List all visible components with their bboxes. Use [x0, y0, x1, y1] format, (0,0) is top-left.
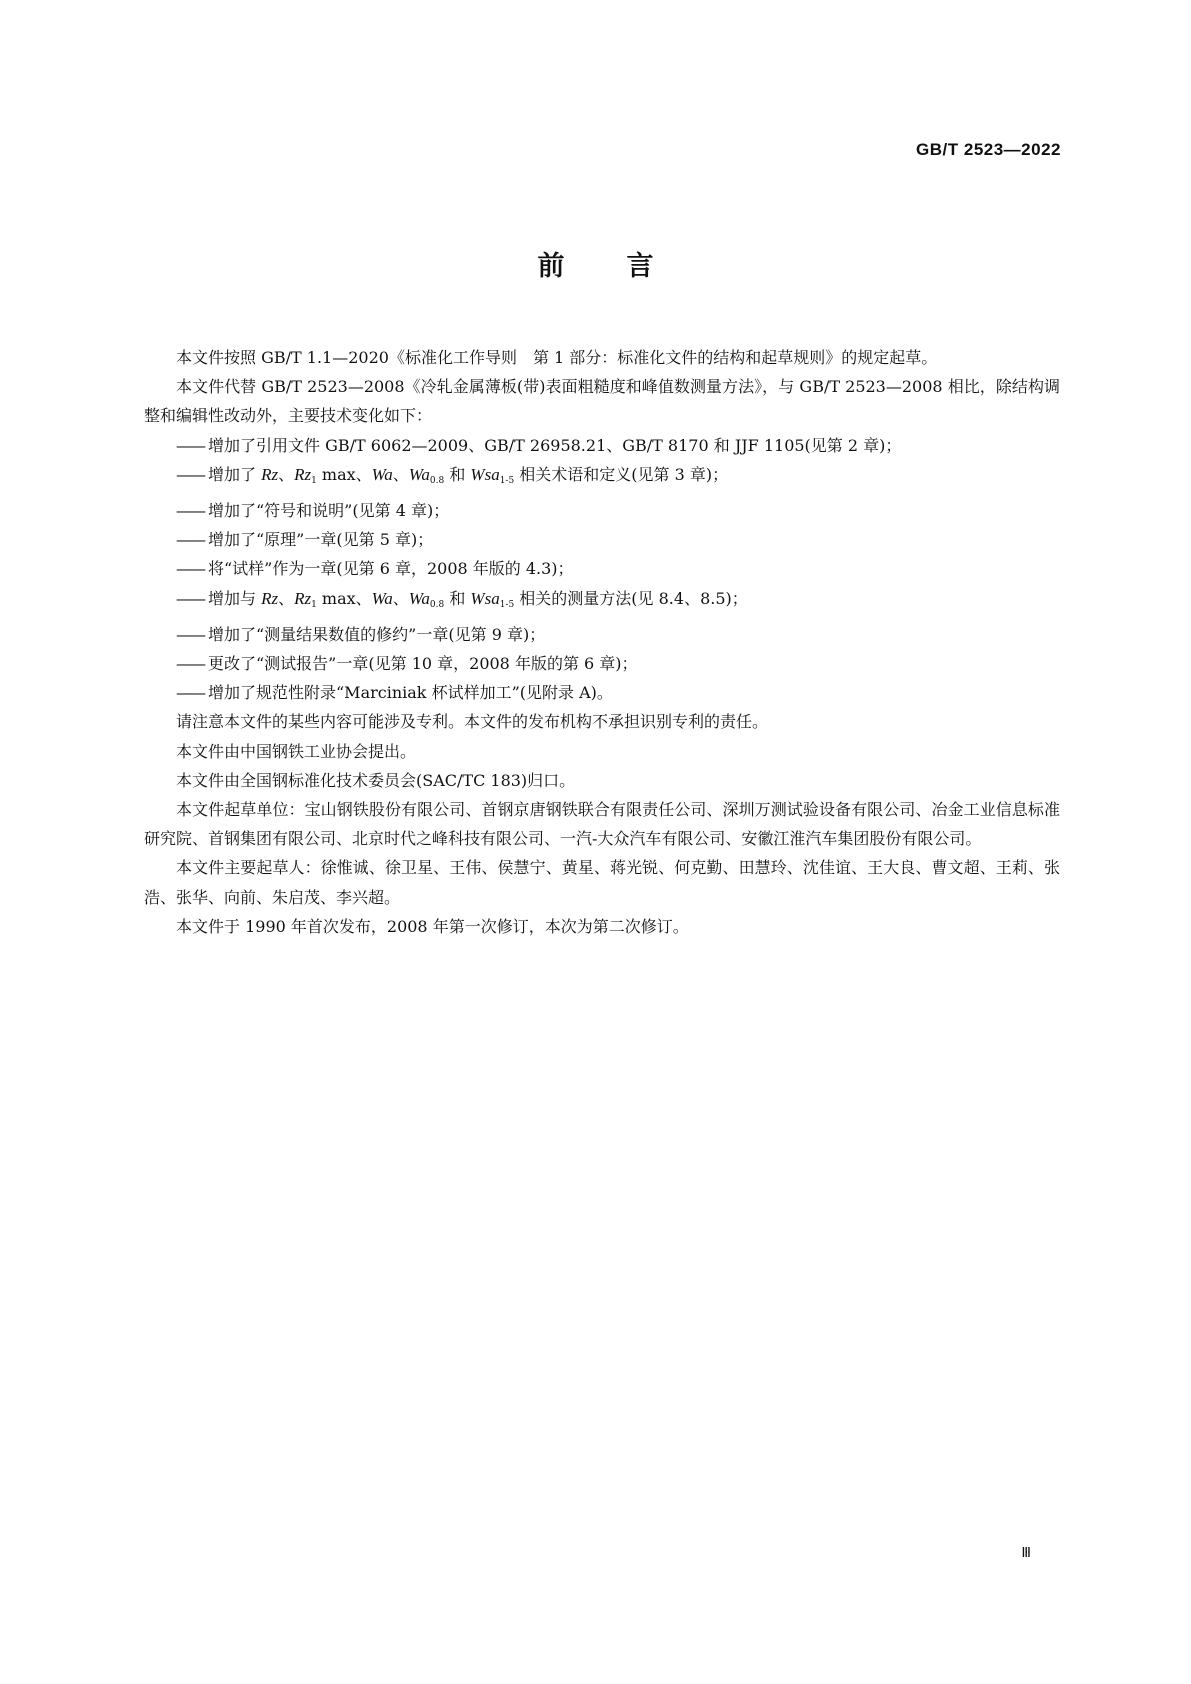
- list-dash: ——: [176, 624, 204, 644]
- document-body: [144, 343, 1060, 941]
- list-dash: ——: [176, 588, 204, 608]
- standard-number: GB/T 2523—2022: [916, 140, 1061, 159]
- list-item-text: 增加了规范性附录“Marciniak 杯试样加工”(见附录 A)。: [208, 683, 613, 703]
- paragraph-replacement: 本文件代替 GB/T 2523—2008《冷轧金属薄板(带)表面粗糙度和峰值数测量方法》，与 GB/T 2523—2008 相比，除结构调整和编辑性改动外，主要技术变化如下：: [144, 377, 1060, 426]
- title-char-1: 前: [537, 251, 565, 282]
- list-item-text: 增加了: [208, 464, 262, 484]
- paragraph-drafters: 本文件主要起草人：徐惟诚、徐卫星、王伟、侯慧宁、黄星、蒋光锐、何克勤、田慧玲、沈佳谊、王大良、曹文超、王莉、张浩、张华、向前、朱启茂、李兴超。: [144, 858, 1060, 907]
- paragraph-patent-notice: 请注意本文件的某些内容可能涉及专利。本文件的发布机构不承担识别专利的责任。: [176, 712, 769, 732]
- subscript: 0.8: [429, 599, 445, 610]
- list-item-text: 更改了“测试报告”一章(见第 10 章，2008 年版的第 6 章)；: [208, 654, 638, 674]
- paragraph-drafting-organizations: 本文件起草单位：宝山钢铁股份有限公司、首钢京唐钢铁联合有限责任公司、深圳万测试验设备有限公司、冶金工业信息标准研究院、首钢集团有限公司、北京时代之峰科技有限公司、一汽-大众汽车有限公司、安徽江淮汽车集团股份有限公司。: [144, 800, 1060, 849]
- list-dash: ——: [176, 435, 204, 455]
- symbol-wa08: Wa: [408, 464, 430, 484]
- subscript: 0.8: [429, 475, 445, 486]
- list-dash: ——: [176, 464, 204, 484]
- list-item-text: 相关术语和定义(见第 3 章)；: [514, 464, 729, 484]
- list-dash: ——: [176, 654, 204, 674]
- list-item: [144, 460, 1060, 496]
- separator: 、: [278, 588, 295, 608]
- subscript: 1-5: [499, 475, 515, 486]
- subscript: 1-5: [499, 599, 515, 610]
- list-item-text: 增加与: [208, 588, 262, 608]
- conjunction: 和: [444, 588, 471, 608]
- list-dash: ——: [176, 530, 204, 550]
- symbol-rz: Rz: [261, 464, 279, 484]
- symbol-rz1: Rz: [294, 588, 312, 608]
- symbol-rz: Rz: [261, 588, 279, 608]
- page-title: [0, 244, 1191, 283]
- subscript: 1: [311, 475, 317, 486]
- symbol-max: max、: [316, 464, 372, 484]
- list-item: [144, 554, 1060, 583]
- list-dash: ——: [176, 683, 204, 703]
- symbol-max: max、: [316, 588, 372, 608]
- separator: 、: [278, 464, 295, 484]
- conjunction: 和: [444, 464, 471, 484]
- list-item: [144, 431, 1060, 460]
- separator: 、: [392, 588, 409, 608]
- paragraph-centralized-by: 本文件由全国钢标准化技术委员会(SAC/TC 183)归口。: [176, 770, 576, 790]
- paragraph-proposed-by: 本文件由中国钢铁工业协会提出。: [176, 741, 417, 761]
- list-item: [144, 584, 1060, 620]
- separator: 、: [392, 464, 409, 484]
- symbol-wa08: Wa: [408, 588, 430, 608]
- list-item-text: 增加了“原理”一章(见第 5 章)；: [208, 530, 434, 550]
- list-item-text: 相关的测量方法(见 8.4、8.5)；: [514, 588, 748, 608]
- change-list: [144, 431, 1060, 708]
- list-item: [144, 649, 1060, 678]
- list-dash: ——: [176, 559, 204, 579]
- paragraph-drafting-rules: 本文件按照 GB/T 1.1—2020《标准化工作导则 第 1 部分：标准化文件的结构和起草规则》的规定起草。: [176, 348, 938, 367]
- symbol-wsa: Wsa: [470, 588, 500, 608]
- list-item-text: 增加了引用文件 GB/T 6062—2009、GB/T 26958.21、GB/T 8170 和 JJF 1105(见第 2 章)；: [208, 435, 902, 455]
- list-item: [144, 678, 1060, 707]
- list-item-text: 增加了“符号和说明”(见第 4 章)；: [208, 501, 450, 521]
- list-item: [144, 496, 1060, 525]
- list-item-text: 将“试样”作为一章(见第 6 章，2008 年版的 4.3)；: [208, 559, 574, 579]
- symbol-rz1: Rz: [294, 464, 312, 484]
- list-item: [144, 620, 1060, 649]
- title-char-2: 言: [626, 251, 654, 282]
- symbol-wa: Wa: [371, 464, 393, 484]
- list-item: [144, 525, 1060, 554]
- page-number: Ⅲ: [1021, 1546, 1031, 1561]
- symbol-wa: Wa: [371, 588, 393, 608]
- paragraph-history: 本文件于 1990 年首次发布，2008 年第一次修订，本次为第二次修订。: [176, 916, 689, 936]
- list-item-text: 增加了“测量结果数值的修约”一章(见第 9 章)；: [208, 624, 546, 644]
- list-dash: ——: [176, 501, 204, 521]
- symbol-wsa: Wsa: [470, 464, 500, 484]
- subscript: 1: [311, 599, 317, 610]
